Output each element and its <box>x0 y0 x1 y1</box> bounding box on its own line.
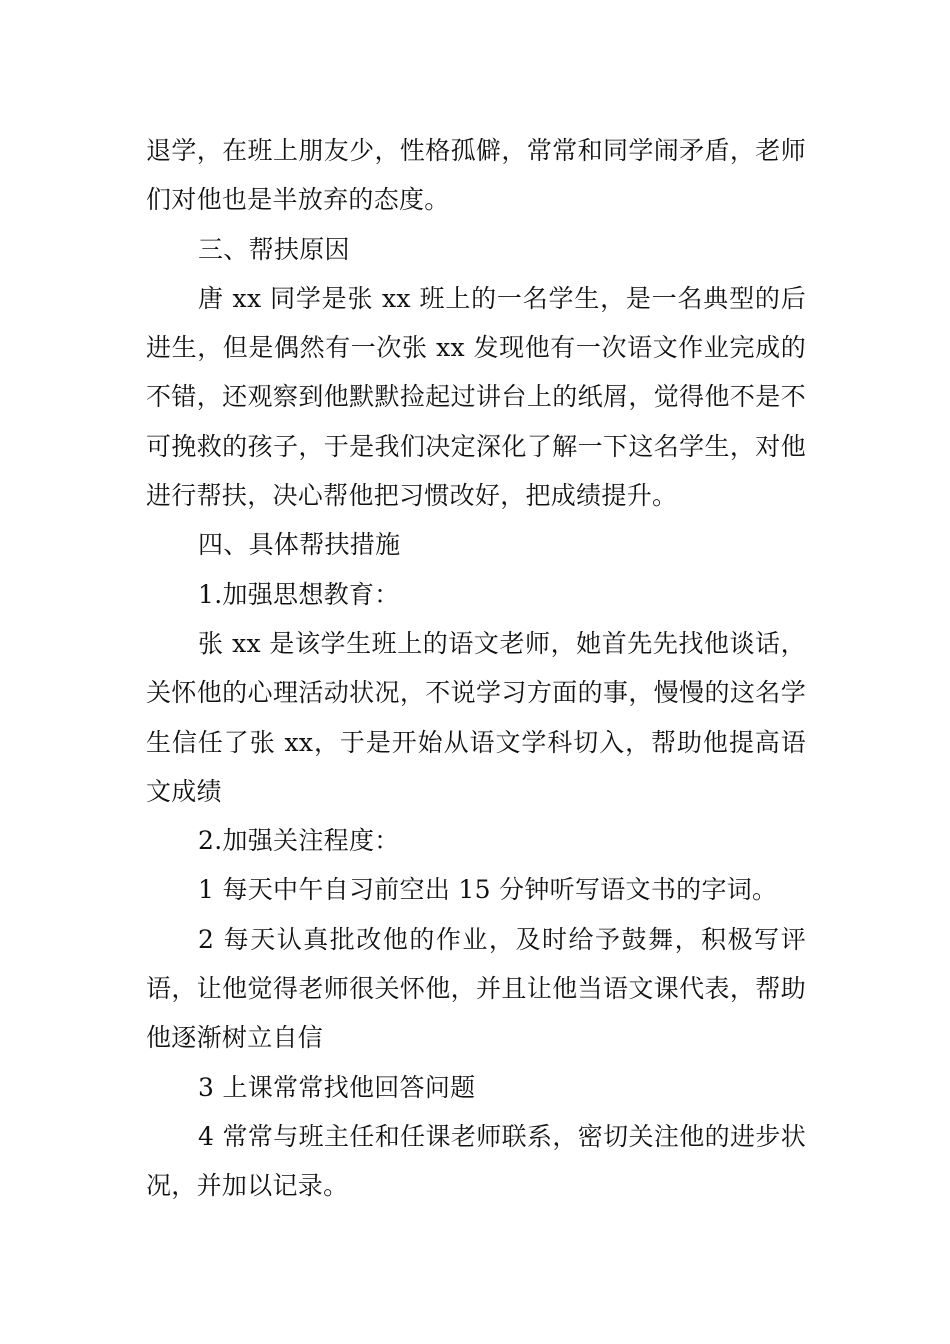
subheading-attention: 2.加强关注程度： <box>198 826 400 856</box>
paragraph-continuation: 退学，在班上朋友少，性格孤僻，常常和同学闹矛盾，老师们对他也是半放弃的态度。 <box>146 136 806 215</box>
paragraph-reason: 唐 xx 同学是张 xx 班上的一名学生，是一名典型的后进生，但是偶然有一次张 xx 发现他有一次语文作业完成的不错，还观察到他默默捡起过讲台上的纸屑，觉得他不是不可挽救的孩子，于是我们决定深化了解一下这名学生，对他进行帮扶，决心帮他把习惯改好，把成绩提升。 <box>146 283 806 511</box>
section-heading-measures: 四、具体帮扶措施 <box>198 530 401 560</box>
list-item: 1 每天中午自习前空出 15 分钟听写语文书的字词。 <box>198 875 778 905</box>
list-item: 3 上课常常找他回答问题 <box>198 1072 476 1102</box>
subheading-thought-education: 1.加强思想教育： <box>198 579 400 609</box>
paragraph-thought-education: 张 xx 是该学生班上的语文老师，她首先先找他谈话，关怀他的心理活动状况，不说学习方面的事，慢慢的这名学生信任了张 xx，于是开始从语文学科切入，帮助他提高语文成绩 <box>146 628 806 806</box>
document-body <box>146 126 806 1211</box>
list-item: 4 常常与班主任和任课老师联系，密切关注他的进步状况，并加以记录。 <box>146 1121 806 1201</box>
section-heading-reason: 三、帮扶原因 <box>198 234 350 264</box>
list-item: 2 每天认真批改他的作业，及时给予鼓舞，积极写评语，让他觉得老师很关怀他，并且让他当语文课代表，帮助他逐渐树立自信 <box>146 924 806 1053</box>
